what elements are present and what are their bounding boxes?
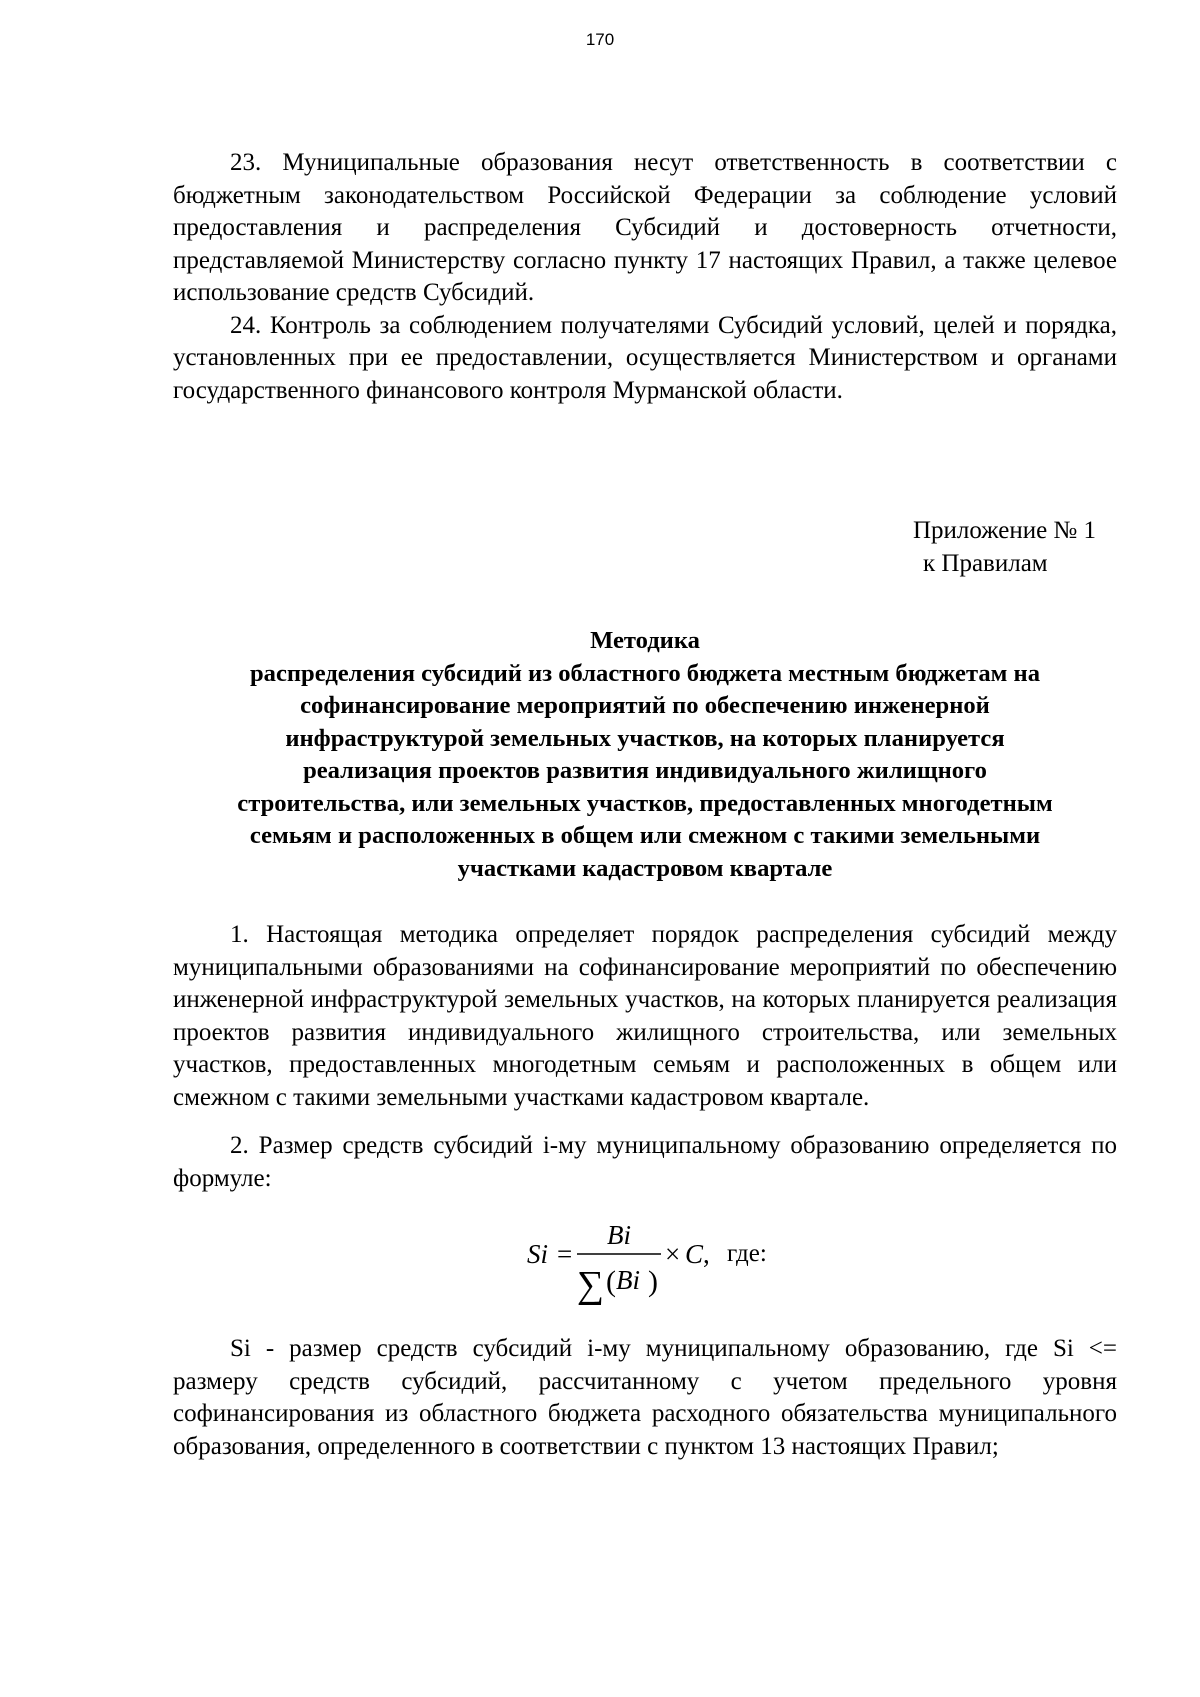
- methodology-title-line: участками кадастровом квартале: [457, 854, 833, 882]
- methodology-title-line: семьям и расположенных в общем или смежном с такими земельными: [249, 822, 1041, 849]
- page-number: 170: [585, 30, 615, 49]
- formula-comma: ,: [703, 1239, 710, 1269]
- methodology-title: [173, 625, 1117, 885]
- appendix-subtitle: к Правилам: [923, 549, 1048, 577]
- formula-sum-symbol: ∑: [577, 1264, 605, 1306]
- subsidy-formula: [173, 1217, 1117, 1306]
- formula-trailing-word: где:: [727, 1240, 767, 1267]
- formula-paren-open: (: [606, 1265, 616, 1298]
- formula-factor: C: [685, 1239, 704, 1269]
- methodology-title-line: реализация проектов развития индивидуального жилищного: [303, 757, 987, 784]
- section-23-paragraph: 23. Муниципальные образования несут ответственность в соответствии с бюджетным законодательством Российской Федерации за соблюдение условий предоставления и распределения Субсидий и достоверность отчетности, представляемой Министерству согласно пункту 17 настоящих Правил, а также целевое использование средств Субсидий.: [173, 149, 1117, 306]
- methodology-title-line: распределения субсидий из областного бюджета местным бюджетам на: [249, 659, 1041, 687]
- appendix-reference: [913, 515, 1117, 580]
- formula-paren-close: ): [648, 1265, 658, 1298]
- methodology-title-line: инфраструктурой земельных участков, на которых планируется: [285, 724, 1005, 752]
- methodology-title-line: софинансирование мероприятий по обеспечению инженерной: [300, 692, 990, 719]
- document-body: [173, 147, 1117, 1463]
- formula-graphic: [527, 1217, 727, 1306]
- formula-equals: =: [557, 1239, 573, 1269]
- formula-denominator: Bi: [616, 1265, 640, 1295]
- point-2-paragraph: 2. Размер средств субсидий i-му муниципальному образованию определяется по формуле:: [173, 1132, 1117, 1192]
- si-definition-paragraph: Si - размер средств субсидий i-му муниципальному образованию, где Si <= размеру средств субсидий, рассчитанному с учетом предельного уровня софинансирования из областного бюджета расходного обязательства муниципального образования, определенного в соответствии с пунктом 13 настоящих Правил;: [173, 1335, 1117, 1460]
- formula-times: ×: [665, 1239, 681, 1269]
- formula-lhs: Si: [527, 1239, 549, 1269]
- methodology-title-line: строительства, или земельных участков, предоставленных многодетным: [237, 789, 1053, 817]
- appendix-title: Приложение № 1: [913, 517, 1097, 544]
- methodology-heading: Методика: [590, 627, 700, 654]
- point-1-paragraph: 1. Настоящая методика определяет порядок распределения субсидий между муниципальными образованиями на софинансирование мероприятий по обеспечению инженерной инфраструктурой земельных участков, на которых планируется реализация проектов развития индивидуального жилищного строительства, или земельных участков, предоставленных многодетным семьям и расположенных в общем или смежном с такими земельными участками кадастровом квартале.: [173, 921, 1117, 1111]
- formula-numerator: Bi: [607, 1220, 631, 1250]
- section-24-paragraph: 24. Контроль за соблюдением получателями Субсидий условий, целей и порядка, установленных при ее предоставлении, осуществляется Министерством и органами государственного финансового контроля Мурманской области.: [173, 311, 1117, 404]
